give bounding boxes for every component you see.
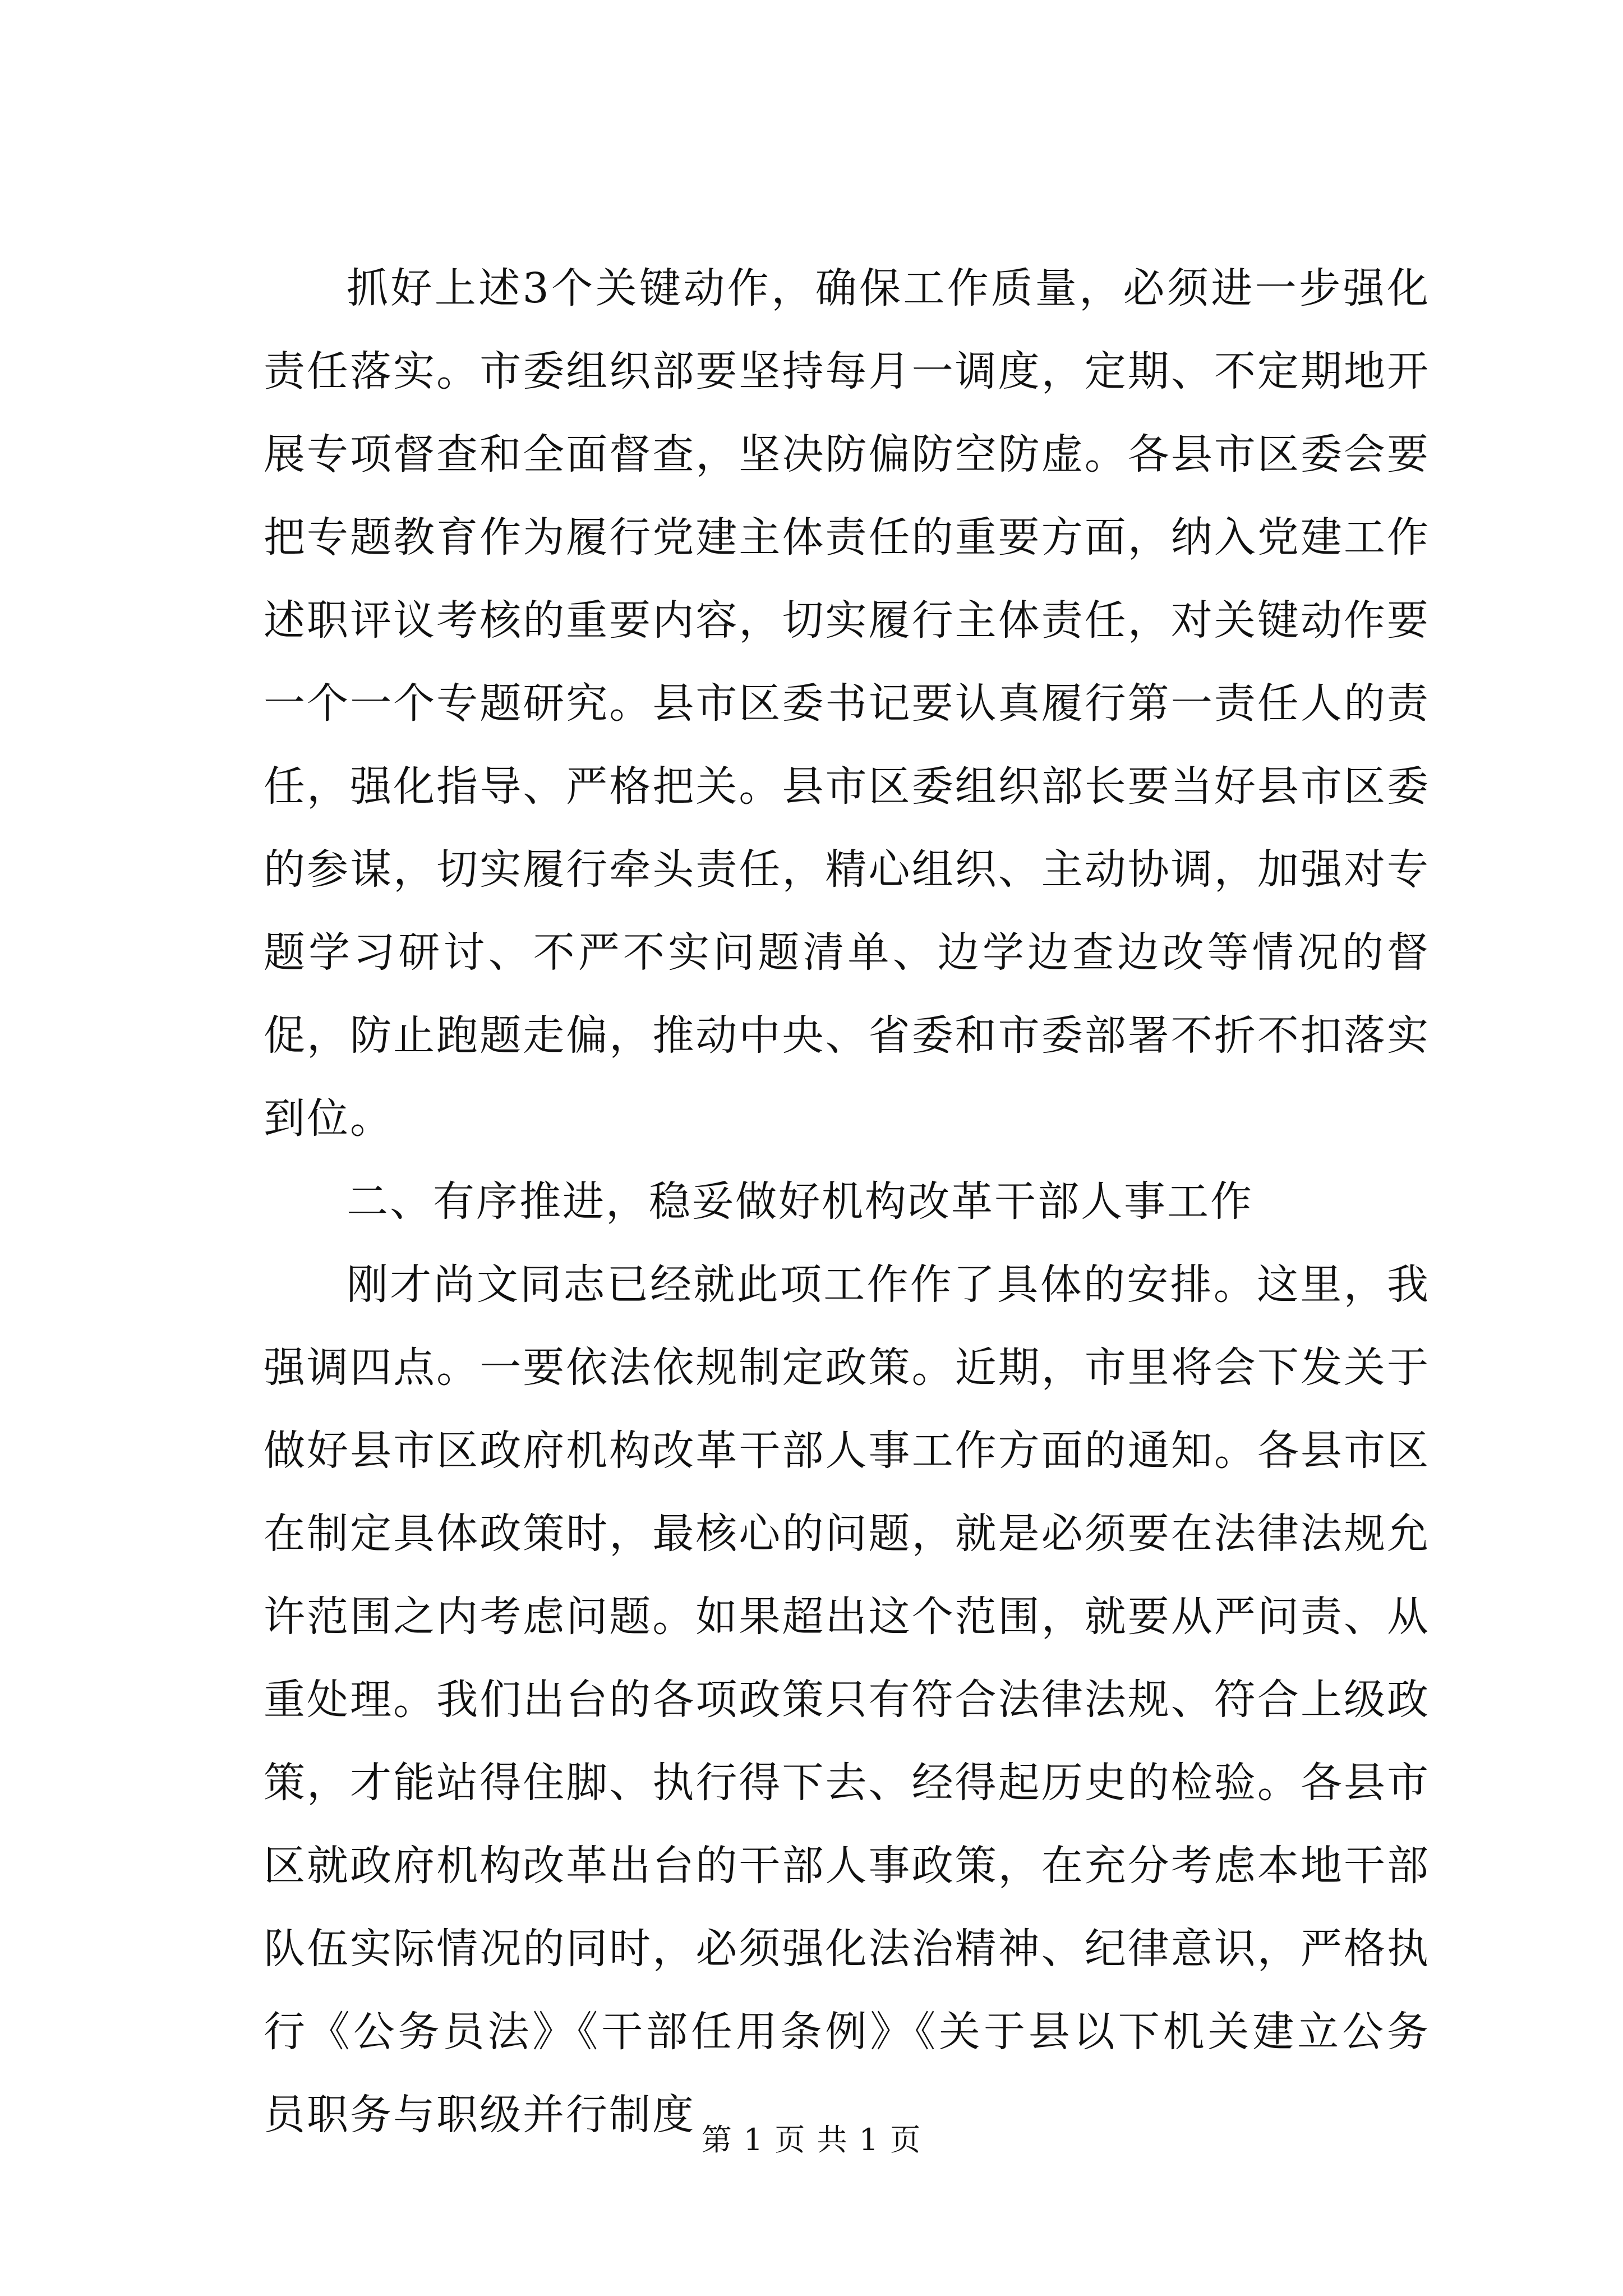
document-body	[264, 247, 1430, 2156]
paragraph-personnel-policy: 刚才尚文同志已经就此项工作作了具体的安排。这里，我强调四点。一要依法依规制定政策。近期，市里将会下发关于做好县市区政府机构改革干部人事工作方面的通知。各县市区在制定具体政策时，最核心的问题，就是必须要在法律法规允许范围之内考虑问题。如果超出这个范围，就要从严问责、从重处理。我们出台的各项政策只有符合法律法规、符合上级政策，才能站得住脚、执行得下去、经得起历史的检验。各县市区就政府机构改革出台的干部人事政策，在充分考虑本地干部队伍实际情况的同时，必须强化法治精神、纪律意识，严格执行《公务员法》《干部任用条例》《关于县以下机关建立公务员职务与职级并行制度	[264, 1260, 1430, 2139]
section-heading-2: 二、有序推进，稳妥做好机构改革干部人事工作	[347, 1177, 1253, 1226]
page-footer: 第 1 页 共 1 页	[701, 2122, 922, 2157]
paragraph-responsibility: 抓好上述3个关键动作，确保工作质量，必须进一步强化责任落实。市委组织部要坚持每月一调度，定期、不定期地开展专项督查和全面督查，坚决防偏防空防虚。各县市区委会要把专题教育作为履行党建主体责任的重要方面，纳入党建工作述职评议考核的重要内容，切实履行主体责任，对关键动作要一个一个专题研究。县市区委书记要认真履行第一责任人的责任，强化指导、严格把关。县市区委组织部长要当好县市区委的参谋，切实履行牵头责任，精心组织、主动协调，加强对专题学习研讨、不严不实问题清单、边学边查边改等情况的督促，防止跑题走偏，推动中央、省委和市委部署不折不扣落实到位。	[264, 264, 1430, 1143]
